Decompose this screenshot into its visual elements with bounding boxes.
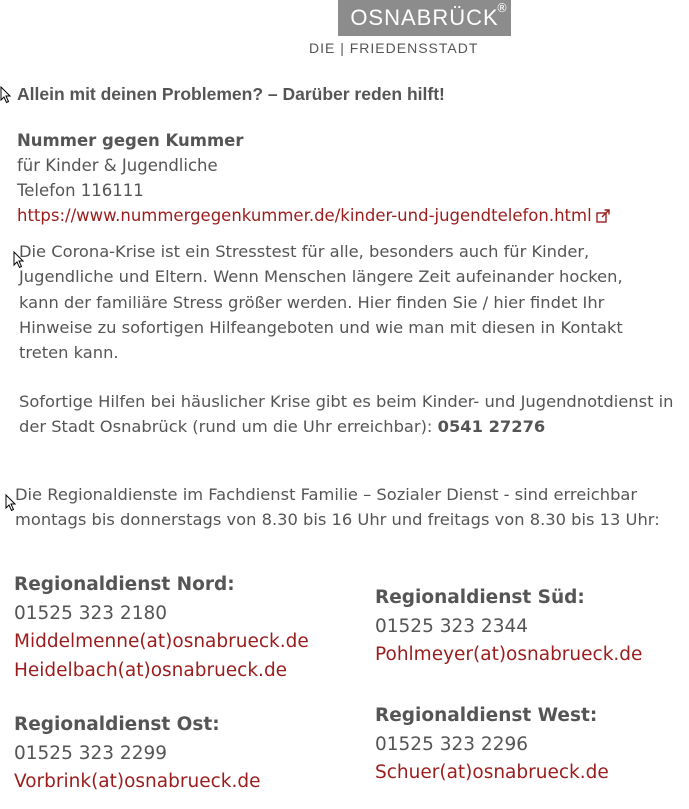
region-ost	[14, 711, 260, 797]
city-tagline: DIE | FRIEDENSSTADT	[309, 40, 479, 56]
regional-intro-paragraph: Die Regionaldienste im Fachdienst Familie – Sozialer Dienst - sind erreichbar montags bis donnerstags von 8.30 bis 16 Uhr und freitags von 8.30 bis 13 Uhr:	[15, 485, 660, 530]
region-west-title: Regionaldienst West:	[375, 705, 598, 726]
region-west-phone: 01525 323 2296	[375, 733, 529, 755]
hotline-url-link[interactable]: https://www.nummergegenkummer.de/kinder-und-jugendtelefon.html	[17, 206, 592, 225]
region-sued-email[interactable]: Pohlmeyer(at)osnabrueck.de	[375, 644, 643, 665]
region-west-email[interactable]: Schuer(at)osnabrueck.de	[375, 762, 609, 783]
city-logo[interactable]	[338, 0, 511, 36]
hotline-block	[17, 128, 677, 228]
external-link-icon[interactable]	[596, 209, 610, 223]
notdienst-text: Sofortige Hilfen bei häuslicher Krise gibt es beim Kinder- und Jugendnotdienst in der Stadt Osnabrück (rund um die Uhr erreichbar):	[19, 392, 674, 437]
region-ost-phone: 01525 323 2299	[14, 742, 168, 764]
logo-registered-mark: ®	[496, 1, 508, 15]
hotline-url-row	[17, 203, 677, 228]
logo-text: OSNABRÜCK	[350, 5, 499, 30]
hotline-audience: für Kinder & Jugendliche	[17, 156, 218, 175]
region-nord-title: Regionaldienst Nord:	[14, 574, 235, 595]
notdienst-paragraph	[19, 389, 679, 440]
notdienst-phone: 0541 27276	[437, 417, 546, 437]
region-sued	[375, 584, 642, 670]
page-heading: Allein mit deinen Problemen? – Darüber reden hilft!	[17, 84, 445, 104]
region-west	[375, 702, 609, 788]
region-nord-email-2[interactable]: Heidelbach(at)osnabrueck.de	[14, 659, 288, 681]
cursor-arrow-icon	[0, 86, 12, 104]
corona-paragraph: Die Corona-Krise ist ein Stresstest für alle, besonders auch für Kinder, Jugendliche und Eltern. Wenn Menschen längere Zeit aufeinander hocken, kann der familiäre Stress größer werden. Hier finden Sie / hier findet Ihr Hinweise zu sofortigen Hilfeangeboten und wie man mit diesen in Kontakt treten kann.	[19, 242, 623, 363]
region-nord-email-1[interactable]: Middelmenne(at)osnabrueck.de	[14, 631, 309, 652]
region-sued-title: Regionaldienst Süd:	[375, 587, 585, 608]
hotline-phone: Telefon 116111	[17, 181, 144, 200]
region-nord-phone: 01525 323 2180	[14, 602, 168, 624]
region-ost-title: Regionaldienst Ost:	[14, 714, 220, 735]
hotline-name: Nummer gegen Kummer	[17, 131, 244, 150]
region-nord	[14, 571, 309, 685]
region-sued-phone: 01525 323 2344	[375, 615, 529, 637]
region-ost-email[interactable]: Vorbrink(at)osnabrueck.de	[14, 771, 261, 792]
